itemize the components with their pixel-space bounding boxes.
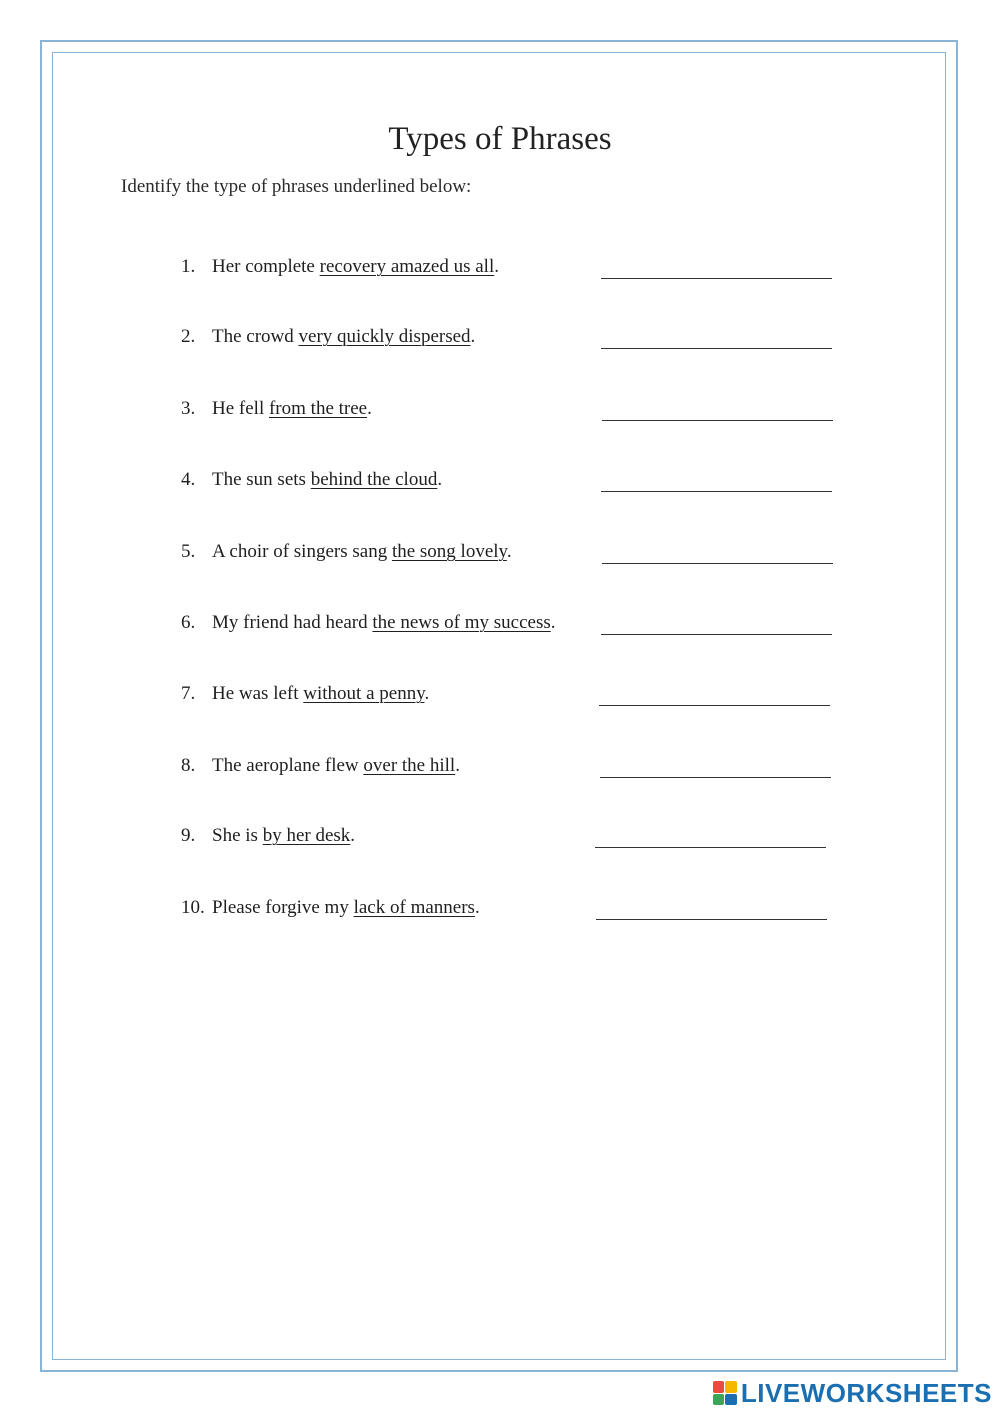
question-item [0,823,1000,853]
question-number: 2. [181,326,196,347]
question-number: 10. [181,897,205,918]
question-number: 4. [181,469,196,490]
underlined-phrase: behind the cloud [310,469,438,490]
question-number: 6. [181,612,196,633]
answer-blank[interactable] [595,847,826,848]
question-item [0,610,1000,640]
sentence-end: . [494,256,499,277]
sentence-text: The sun sets [212,469,311,490]
question-number: 9. [181,825,196,846]
worksheet-title: Types of Phrases [388,121,612,157]
answer-blank[interactable] [599,705,830,706]
answer-blank[interactable] [601,634,832,635]
liveworksheets-logo [713,1378,992,1408]
question-number: 1. [181,256,196,277]
sentence-text: He was left [212,683,304,704]
answer-blank[interactable] [601,278,832,279]
sentence-end: . [424,683,430,704]
question-sentence [212,895,480,921]
question-sentence [212,753,460,779]
sentence-end: . [550,612,556,633]
answer-blank[interactable] [601,348,832,349]
question-number: 7. [181,683,196,704]
underlined-phrase: from the tree [268,398,368,419]
sentence-end: . [437,469,443,490]
question-number: 5. [181,541,196,562]
question-item [0,254,1000,284]
underlined-phrase: the song lovely [391,541,507,562]
underlined-phrase: very quickly dispersed [298,326,471,347]
answer-blank[interactable] [596,919,827,920]
underlined-phrase: recovery amazed us all [319,256,495,277]
sentence-text: The aeroplane flew [212,755,364,776]
liveworksheets-logo-icon [713,1381,737,1405]
question-number: 8. [181,755,196,776]
answer-blank[interactable] [600,777,831,778]
answer-blank[interactable] [601,491,832,492]
sentence-end: . [470,326,476,347]
sentence-text: Please forgive my [212,897,354,918]
sentence-text: A choir of singers sang [212,541,392,562]
question-item [0,681,1000,711]
question-item [0,467,1000,497]
worksheet-instruction: Identify the type of phrases underlined below: [121,176,472,197]
sentence-end: . [506,541,512,562]
question-item [0,539,1000,569]
underlined-phrase: lack of manners [353,897,475,918]
answer-blank[interactable] [602,563,833,564]
question-sentence [212,681,429,707]
underlined-phrase: the news of my success [372,612,551,633]
question-item [0,324,1000,354]
sentence-end: . [455,755,460,776]
question-sentence [212,823,355,849]
sentence-text: She is [212,825,263,846]
sentence-text: Her complete [212,256,320,277]
sentence-end: . [367,398,372,419]
underlined-phrase: without a penny [303,683,425,704]
question-sentence [212,396,372,422]
sentence-text: The crowd [212,326,299,347]
sentence-text: He fell [212,398,269,419]
underlined-phrase: by her desk [262,825,351,846]
question-sentence [212,539,512,565]
question-sentence [212,254,499,280]
question-sentence [212,610,556,636]
sentence-text: My friend had heard [212,612,373,633]
question-item [0,396,1000,426]
question-item [0,753,1000,783]
question-sentence [212,467,442,493]
liveworksheets-logo-text: LIVEWORKSHEETS [740,1377,992,1408]
question-number: 3. [181,398,196,419]
sentence-end: . [474,897,480,918]
underlined-phrase: over the hill [363,755,456,776]
sentence-end: . [350,825,356,846]
question-item [0,895,1000,925]
answer-blank[interactable] [602,420,833,421]
question-sentence [212,324,475,350]
